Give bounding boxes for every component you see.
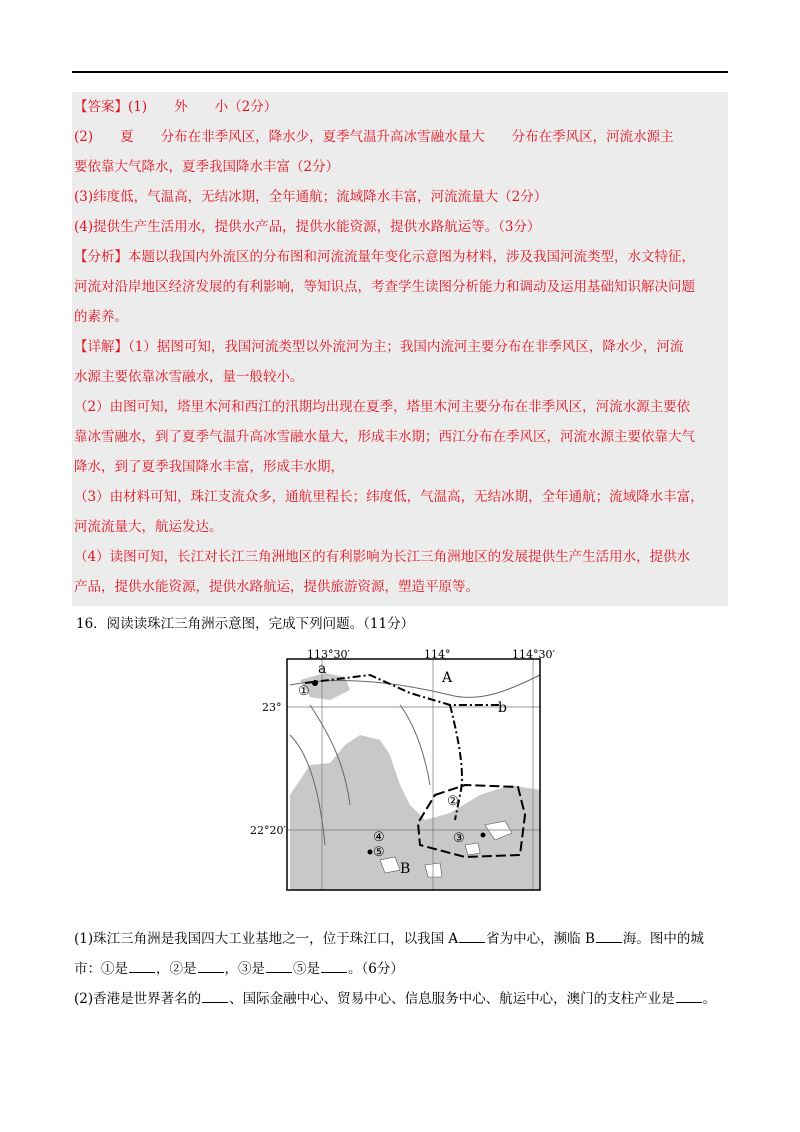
- city-point-3: [481, 833, 486, 838]
- island: [465, 843, 480, 855]
- sea-area: [290, 735, 540, 890]
- q2-text: (2)香港是世界著名的: [74, 991, 202, 1007]
- q1-text: (1)珠江三角洲是我国四大工业基地之一，位于珠江口，以我国 A: [74, 931, 459, 947]
- city-label-1: ①: [298, 684, 310, 699]
- region-label-a: A: [442, 670, 453, 686]
- answer-blank[interactable]: [266, 958, 292, 973]
- map-svg: [250, 645, 555, 895]
- answer-blank[interactable]: [321, 958, 347, 973]
- lat-label: 22°20′: [250, 824, 286, 837]
- question-16-title: 16．阅读读珠江三角洲示意图，完成下列问题。（11分）: [76, 616, 415, 632]
- answer-blank[interactable]: [129, 958, 155, 973]
- point-label-a: a: [318, 661, 327, 677]
- lat-label: 23°: [262, 701, 282, 714]
- sub-question-1: [74, 924, 734, 954]
- lon-label: 114°: [424, 648, 451, 661]
- header-rule: [72, 71, 728, 73]
- detail-line: 靠冰雪融水，到了夏季气温升高冰雪融水量大，形成丰水期；西江分布在季风区，河流水源主要依靠大气: [74, 429, 695, 445]
- detail-line: 降水，到了夏季我国降水丰富，形成丰水期，: [74, 459, 344, 475]
- city-label-3: ③: [453, 831, 465, 846]
- island: [425, 863, 442, 877]
- analysis-line: 的素养。: [74, 309, 128, 325]
- answer-line: 【答案】(1) 外 小（2分）: [74, 99, 278, 115]
- answer-blank[interactable]: [596, 928, 622, 943]
- analysis-line: 【分析】本题以我国内外流区的分布图和河流流量年变化示意图为材料，涉及我国河流类型，水文特征，: [74, 249, 695, 265]
- q2-text: 、国际金融中心、贸易中心、信息服务中心、航运中心，澳门的支柱产业是: [229, 991, 675, 1007]
- q1-text: 海。图中的城: [622, 931, 704, 947]
- q1-text: 。（6分）: [348, 961, 404, 977]
- q2-text: 。: [702, 991, 717, 1007]
- city-label-2: ②: [447, 794, 459, 809]
- answer-line: (4)提供生产生活用水，提供水产品，提供水能资源，提供水路航运等。（3分）: [74, 219, 541, 235]
- answer-panel: [72, 92, 728, 606]
- point-label-b: b: [498, 700, 507, 716]
- q1-text: 省为中心，濒临 B: [486, 931, 595, 947]
- detail-line: （4）读图可知，长江对长江三角洲地区的有利影响为长江三角洲地区的发展提供生产生活用水，提供水: [74, 549, 691, 565]
- detail-line: 水源主要依靠冰雪融水，量一般较小。: [74, 369, 304, 385]
- city-point-a: [312, 680, 318, 686]
- detail-line: 【详解】（1）据图可知，我国河流类型以外流河为主；我国内流河主要分布在非季风区，降水少，河流: [74, 339, 684, 355]
- city-point-5: [368, 850, 373, 855]
- sub-question-2: [74, 984, 734, 1014]
- city-label-4: ④: [373, 830, 385, 845]
- detail-line: （2）由图可知，塔里木河和西江的汛期均出现在夏季，塔里木河主要分布在非季风区，河流水源主要依: [74, 399, 691, 415]
- river: [400, 705, 430, 785]
- sea-label-b: B: [400, 861, 411, 877]
- sub-question-1-cont: [74, 954, 734, 984]
- detail-line: 河流流量大，航运发达。: [74, 519, 223, 535]
- answer-blank[interactable]: [676, 988, 702, 1003]
- answer-line: (3)纬度低，气温高，无结冰期，全年通航；流域降水丰富，河流流量大（2分）: [74, 189, 548, 205]
- detail-line: 产品，提供水能资源，提供水路航运，提供旅游资源，塑造平原等。: [74, 579, 479, 595]
- lon-label: 114°30′: [512, 648, 555, 661]
- city-label-5: ⑤: [373, 845, 385, 860]
- q1-text: ，②是: [156, 961, 197, 977]
- answer-line: (2) 夏 分布在非季风区，降水少，夏季气温升高冰雪融水量大 分布在季风区，河流水源主: [74, 129, 674, 145]
- q1-text: ，③是: [224, 961, 265, 977]
- answer-line: 要依靠大气降水，夏季我国降水丰富（2分）: [74, 159, 340, 175]
- q1-text: 市：①是: [74, 961, 128, 977]
- answer-blank[interactable]: [202, 988, 228, 1003]
- q1-text: ⑤是: [293, 961, 320, 977]
- analysis-line: 河流对沿岸地区经济发展的有利影响，等知识点，考查学生读图分析能力和调动及运用基础知识解决问题: [74, 279, 695, 295]
- lon-label: 113°30′: [307, 648, 350, 661]
- answer-blank[interactable]: [198, 958, 224, 973]
- pearl-river-delta-map: [250, 645, 555, 895]
- answer-blank[interactable]: [459, 928, 485, 943]
- detail-line: （3）由材料可知，珠江支流众多，通航里程长；纬度低，气温高，无结冰期，全年通航；流域降水丰富，: [74, 489, 704, 505]
